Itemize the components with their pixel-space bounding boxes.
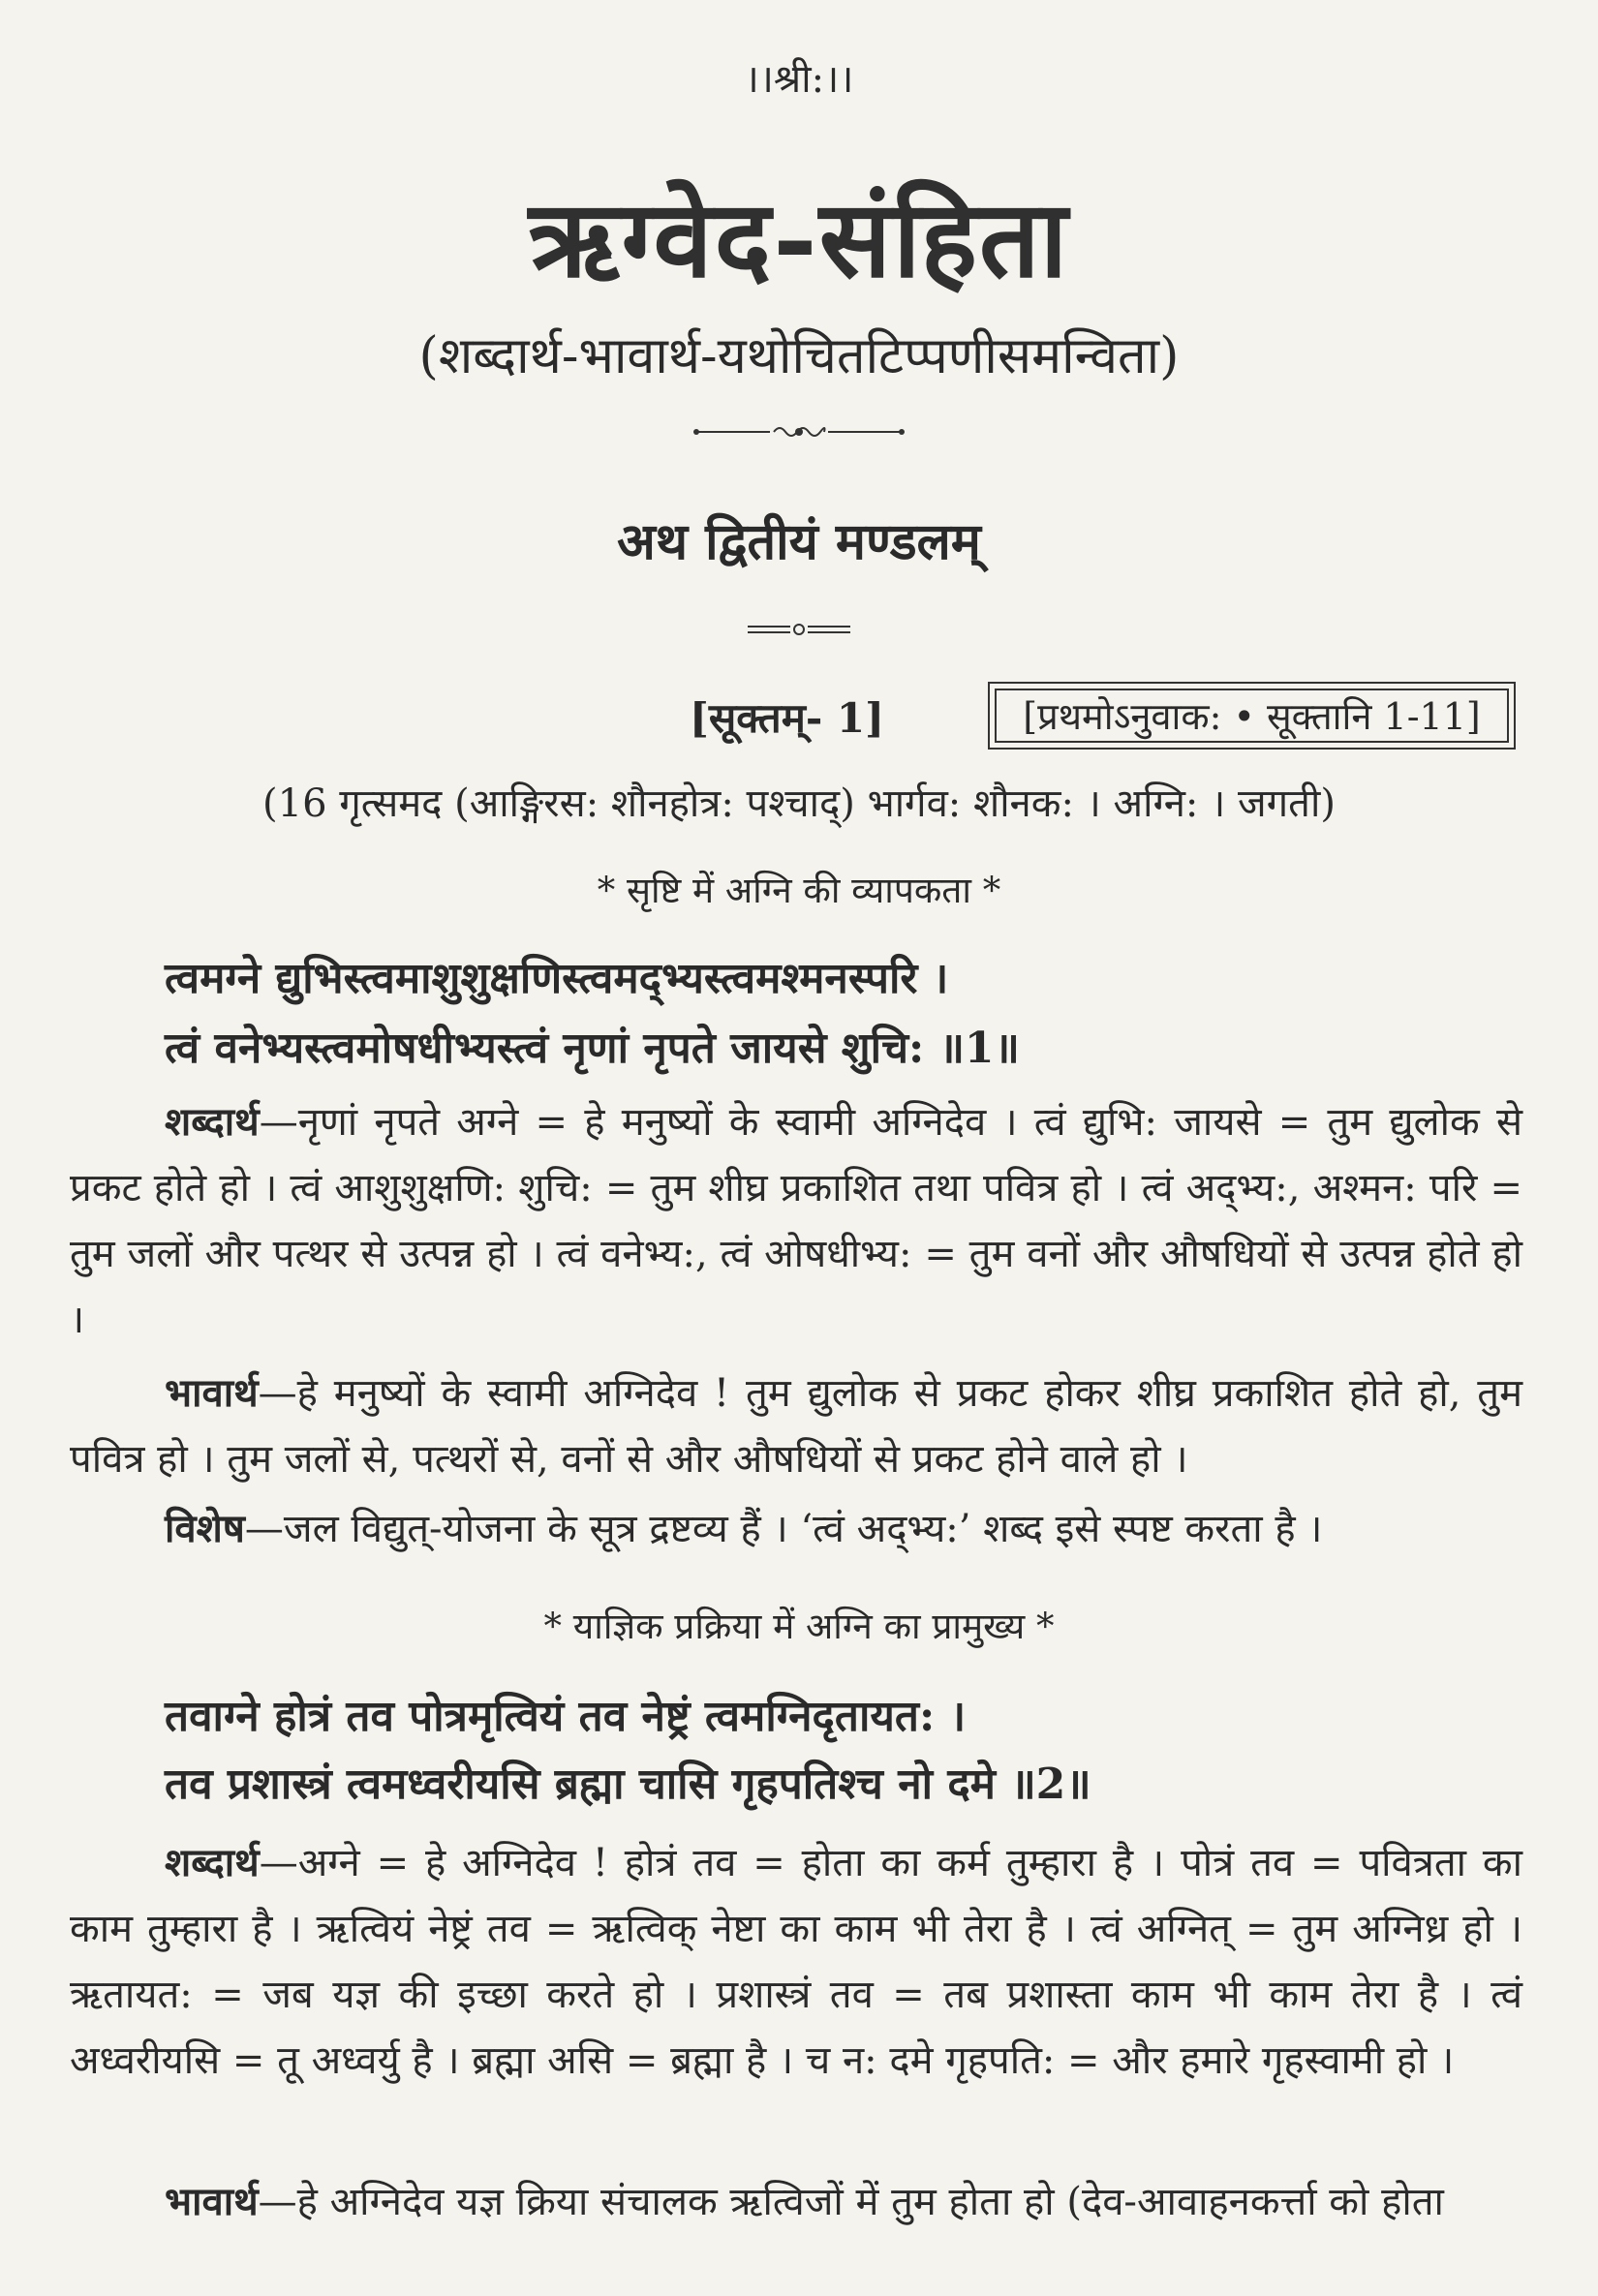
- vishesh-text: —जल विद्युत्-योजना के सूत्र द्रष्टव्य हैं । ‘त्वं अद्भ्य:’ शब्द इसे स्पष्ट करता है ।: [244, 1507, 1323, 1551]
- mantra-2-line-1: तवाग्ने होत्रं तव पोत्रमृत्वियं तव नेष्ट्रं त्वमग्निदृतायत: ।: [165, 1692, 967, 1741]
- ornament-divider-icon: [0, 422, 1598, 442]
- vishesh-paragraph: [70, 1496, 1522, 1562]
- mandal-heading: अथ द्वितीयं मण्डलम्: [617, 512, 981, 571]
- ornament-small-icon: [0, 620, 1598, 639]
- mantra-2-line-2: तव प्रशास्त्रं त्वमध्वरीयसि ब्रह्मा चासि गृहपतिश्च नो दमे ॥2॥: [165, 1760, 1091, 1809]
- bhavarth-text: —हे मनुष्यों के स्वामी अग्निदेव ! तुम द्युलोक से प्रकट होकर शीघ्र प्रकाशित होते हो, तुम पवित्र हो । तुम जलों से, पत्थरों से, वनों से और औषधियों से प्रकट होने वाले हो ।: [70, 1371, 1522, 1482]
- shabdarth-text: —अग्ने = हे अग्निदेव ! होत्रं तव = होता का कर्म तुम्हारा है । पोत्रं तव = पवित्रता का काम तुम्हारा है । ऋत्वियं नेष्ट्रं तव = ऋत्विक् नेष्टा का काम भी तेरा है । त्वं अग्नित् = तुम अग्निध्र हो । ऋतायत: = जब यज्ञ की इच्छा करते हो । प्रशास्त्रं तव = तब प्रशास्ता काम भी काम तेरा है । त्वं अध्वरीयसि = तू अध्वर्यु है । ब्रह्मा असि = ब्रह्मा है । च न: दमे गृहपति: = और हमारे गृहस्वामी हो ।: [70, 1841, 1522, 2083]
- page-subtitle: (शब्दार्थ-भावार्थ-यथोचितटिप्पणीसमन्विता): [418, 327, 1180, 385]
- bhavarth-text: —हे अग्निदेव यज्ञ क्रिया संचालक ऋत्विजों में तुम होता हो (देव-आवाहनकर्त्ता को होता: [258, 2180, 1444, 2224]
- section-heading-1: * सृष्टि में अग्नि की व्यापकता *: [597, 870, 1001, 911]
- bhavarth-paragraph-1: [70, 1361, 1522, 1492]
- mantra-1-line-2: त्वं वनेभ्यस्त्वमोषधीभ्यस्त्वं नृणां नृपते जायसे शुचि: ॥1॥: [165, 1024, 1020, 1073]
- sukta-label: [सूक्तम्- 1]: [690, 694, 884, 742]
- bhavarth-label: भावार्थ: [165, 2179, 259, 2224]
- shabdarth-label: शब्दार्थ: [165, 1840, 260, 1885]
- sukta-meta: (16 गृत्समद (आङ्गिरस: शौनहोत्र: पश्चाद्) भार्गव: शौनक: । अग्नि: । जगती): [262, 781, 1336, 826]
- shabdarth-text: —नृणां नृपते अग्ने = हे मनुष्यों के स्वामी अग्निदेव । त्वं द्युभि: जायसे = तुम द्युलोक से प्रकट होते हो । त्वं आशुशुक्षणि: शुचि: = तुम शीघ्र प्रकाशित तथा पवित्र हो । त्वं अद्भ्य:, अश्मन: परि = तुम जलों और पत्थर से उत्पन्न हो । त्वं वनेभ्य:, त्वं ओषधीभ्य: = तुम वनों और औषधियों से उत्पन्न होते हो ।: [70, 1100, 1522, 1342]
- anuvak-text: [प्रथमोऽनुवाक: • सूक्तानि 1-11]: [1023, 695, 1481, 738]
- shri-invocation: ।।श्री:।।: [744, 57, 854, 102]
- page-title: ऋग्वेद-संहिता: [528, 176, 1070, 301]
- shabdarth-paragraph-2: [70, 1830, 1522, 2094]
- shabdarth-label: शब्दार्थ: [165, 1099, 260, 1145]
- vishesh-label: विशेष: [165, 1506, 245, 1551]
- mantra-1-line-1: त्वमग्ने द्युभिस्त्वमाशुशुक्षणिस्त्वमद्भ्यस्त्वमश्मनस्परि ।: [165, 954, 949, 1003]
- bhavarth-paragraph-2: [70, 2169, 1522, 2235]
- anuvak-box: [988, 682, 1516, 750]
- bhavarth-label: भावार्थ: [165, 1370, 259, 1416]
- shabdarth-paragraph-1: [70, 1089, 1522, 1353]
- section-heading-2: * याज्ञिक प्रक्रिया में अग्नि का प्रामुख्य *: [543, 1606, 1055, 1647]
